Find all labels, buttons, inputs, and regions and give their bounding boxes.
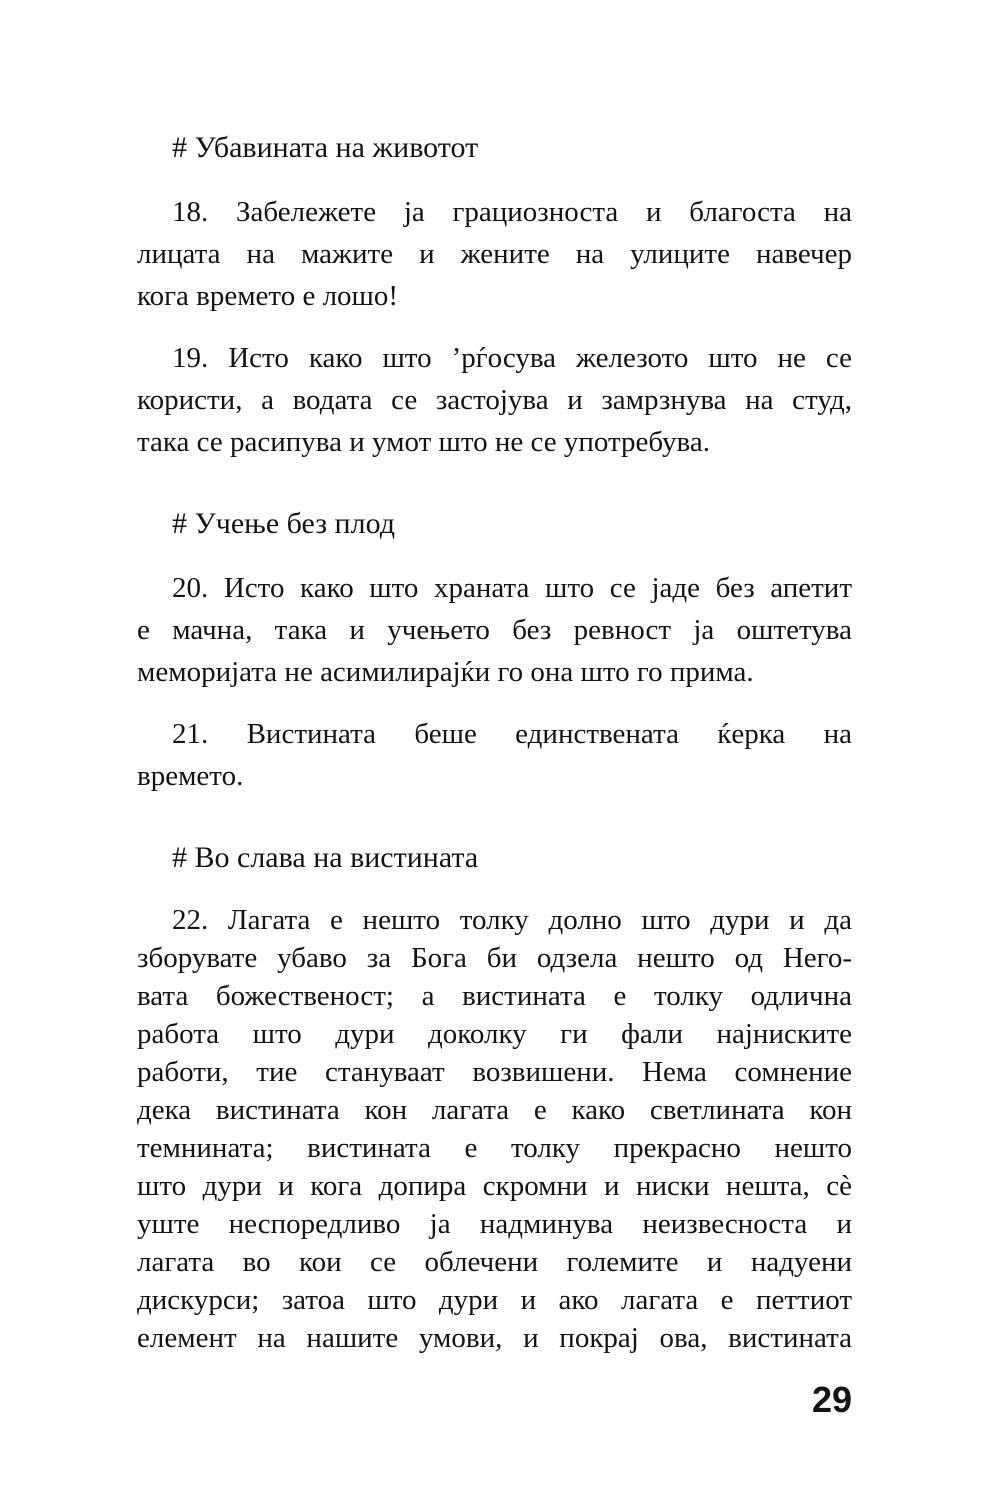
text-line: зборувате убаво за Бога би одзела нешто од Него- [137, 942, 852, 974]
paragraph [137, 901, 852, 1357]
text-line: дека вистината кон лагата е како светлината кон [137, 1094, 852, 1126]
text-line: кога времето е лошо! [137, 280, 399, 312]
section-heading: # Учење без плод [172, 507, 395, 540]
section-heading: # Убавината на животот [172, 131, 479, 164]
text-line: е мачна, така и учењето без ревност ја оштетува [137, 614, 852, 646]
text-line: 18. Забележете ја грациозноста и благоста на [172, 196, 852, 228]
text-line: 22. Лагата е нешто толку долно што дури и да [172, 904, 852, 936]
text-line: времето. [137, 760, 244, 792]
page-number: 29 [811, 1379, 852, 1420]
page-content [137, 127, 852, 1377]
text-line: дискурси; затоа што дури и ако лагата е петтиот [137, 1284, 852, 1316]
text-line: лицата на мажите и жените на улиците навечер [137, 238, 852, 270]
text-line: вата божественост; а вистината е толку одлична [137, 980, 852, 1012]
text-line: лагата во кои се облечени големите и надуени [137, 1246, 852, 1278]
text-line: 21. Вистината беше единствената ќерка на [172, 718, 852, 750]
text-line: елемент на нашите умови, и покрај ова, вистината [137, 1322, 852, 1354]
text-line: работа што дури доколку ги фали најниските [137, 1018, 852, 1050]
paragraph [137, 713, 852, 797]
text-line: 19. Исто како што ’рѓосува железото што не се [172, 342, 852, 374]
text-line: 20. Исто како што храната што се јаде без апетит [172, 572, 852, 604]
text-line: меморијата не асимилирајќи го она што го прима. [137, 656, 754, 688]
text-line: користи, а водата се застојува и замрзнува на студ, [137, 384, 852, 416]
text-line: што дури и кога допира скромни и ниски нешта, сѐ [137, 1170, 852, 1202]
text-line: работи, тие стануваат возвишени. Нема сомнение [137, 1056, 852, 1088]
paragraph [137, 191, 852, 317]
paragraph [137, 567, 852, 693]
paragraph [137, 337, 852, 463]
section-heading: # Во слава на вистината [172, 841, 479, 874]
text-line: така се расипува и умот што не се употребува. [137, 426, 710, 458]
text-line: темнината; вистината е толку прекрасно нешто [137, 1132, 852, 1164]
text-line: уште неспоредливо ја надминува неизвесноста и [137, 1208, 852, 1240]
